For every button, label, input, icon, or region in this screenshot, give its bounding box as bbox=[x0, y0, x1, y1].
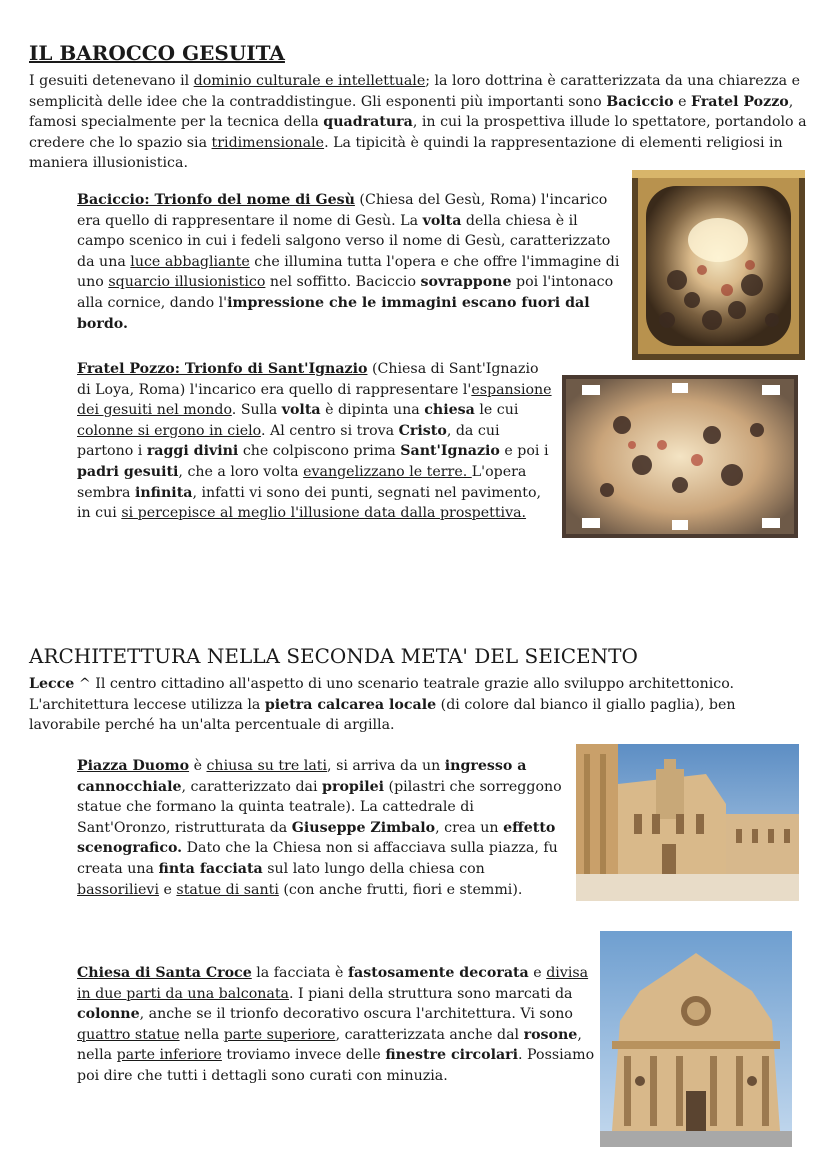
text-run: finestre circolari bbox=[385, 1047, 519, 1064]
text-run: e bbox=[528, 965, 547, 981]
text-run: padri gesuiti bbox=[77, 463, 179, 480]
text-run: sul lato lungo della chiesa con bbox=[262, 860, 485, 877]
text-run: divisa in due parti da una balconata bbox=[77, 965, 589, 1002]
text-run: , caratterizzata anche dal bbox=[335, 1026, 524, 1043]
text-run: poi l'intonaco alla cornice, dando l' bbox=[77, 274, 614, 311]
text-run: volta bbox=[422, 212, 462, 229]
text-run: propilei bbox=[322, 778, 385, 795]
text-run: , famosi specialmente per la tecnica della bbox=[29, 93, 794, 131]
text-run: ; la loro dottrina è caratterizzata da una chiarezza e semplicità delle idee che la contraddistingue. Gli esponenti più importanti sono bbox=[29, 73, 801, 110]
text-run: e bbox=[673, 93, 691, 110]
text-run: volta bbox=[281, 402, 321, 419]
text-run: Lecce bbox=[29, 676, 75, 692]
text-run: nel soffitto. Baciccio bbox=[265, 274, 421, 291]
text-run: colonne si ergono in cielo bbox=[77, 422, 261, 439]
text-run: Dato che la Chiesa non si affacciava sulla piazza, fu creata una bbox=[77, 840, 558, 877]
intro-paragraph-lecce bbox=[29, 674, 807, 736]
text-run: . Possiamo poi dire che tutti i dettagli sono curati con minuzia. bbox=[77, 1047, 595, 1084]
text-run: espansione dei gesuiti nel mondo bbox=[77, 381, 552, 419]
text-run: , caratterizzato dai bbox=[181, 778, 323, 795]
text-run: è dipinta una bbox=[320, 402, 425, 419]
text-run: effetto scenografico. bbox=[77, 819, 556, 857]
text-run: Baciccio bbox=[606, 93, 674, 110]
section-title-barocco-gesuita: IL BAROCCO GESUITA bbox=[29, 41, 285, 65]
paragraph-santa-croce bbox=[77, 963, 597, 1087]
text-run: e poi i bbox=[499, 443, 549, 460]
text-run: chiusa su tre lati bbox=[206, 758, 328, 774]
text-run: si percepisce al meglio l'illusione data dalla prospettiva. bbox=[121, 505, 527, 522]
text-run: della chiesa è il campo scenico in cui i fedeli salgono verso il nome di Gesù, caratterizzato da una bbox=[77, 212, 611, 270]
text-run: che colpiscono prima bbox=[238, 443, 401, 460]
text-run: (di colore dal bianco il giallo paglia), ben lavorabile perché ha un'alta percentuale di argilla. bbox=[29, 696, 736, 734]
text-run: sovrappone bbox=[420, 274, 512, 291]
text-run: . I piani della struttura sono marcati da bbox=[289, 985, 573, 1002]
text-run: chiesa bbox=[424, 402, 475, 419]
text-run: Fratel Pozzo: Trionfo di Sant'Ignazio bbox=[77, 361, 368, 377]
text-run: le cui bbox=[474, 402, 519, 419]
text-run: finta facciata bbox=[158, 860, 263, 877]
text-run: . Sulla bbox=[231, 402, 282, 419]
text-run: Fratel Pozzo bbox=[691, 93, 789, 110]
image-pozzo-ceiling bbox=[562, 375, 798, 538]
text-run: parte inferiore bbox=[116, 1047, 222, 1064]
text-run: fastosamente decorata bbox=[347, 965, 529, 981]
text-run: è bbox=[189, 758, 207, 774]
text-run: statue di santi bbox=[176, 881, 279, 898]
text-run: ^ Il centro cittadino all'aspetto di uno scenario teatrale grazie allo sviluppo architettonico. L'architettura leccese utilizza la bbox=[29, 676, 735, 713]
text-run: tridimensionale bbox=[211, 134, 325, 151]
text-run: quadratura bbox=[323, 114, 413, 131]
text-run: Sant'Ignazio bbox=[400, 443, 500, 460]
text-run: , si arriva da un bbox=[327, 758, 445, 774]
text-run: , che a loro volta bbox=[178, 463, 304, 480]
text-run: che illumina tutta l'opera e che offre l'immagine di uno bbox=[77, 253, 620, 291]
text-run: raggi divini bbox=[146, 443, 239, 460]
text-run: luce abbagliante bbox=[130, 253, 250, 270]
text-run: impressione che le immagini escano fuori dal bordo. bbox=[77, 294, 590, 332]
text-run: colonne bbox=[77, 1006, 140, 1023]
text-run: (con anche frutti, fiori e stemmi). bbox=[278, 881, 523, 898]
text-run: pietra calcarea locale bbox=[264, 696, 437, 713]
image-piazza-duomo bbox=[576, 744, 799, 901]
text-run: rosone bbox=[523, 1026, 578, 1043]
text-run: infinita bbox=[134, 484, 193, 501]
text-run: (Chiesa di Sant'Ignazio di Loya, Roma) l'incarico era quello di rappresentare l' bbox=[77, 361, 539, 398]
text-run: bassorilievi bbox=[77, 881, 159, 898]
text-run: , nella bbox=[77, 1026, 582, 1064]
paragraph-baciccio bbox=[77, 190, 627, 334]
text-run: Baciccio: Trionfo del nome di Gesù bbox=[77, 192, 355, 208]
paragraph-pozzo bbox=[77, 359, 555, 524]
text-run: , da cui partono i bbox=[77, 422, 500, 460]
text-run: (pilastri che sorreggono statue che formano la quinta teatrale). La cattedrale di Sant'Oronzo, ristrutturata da bbox=[77, 778, 562, 836]
text-run: , infatti vi sono dei punti, segnati nel pavimento, in cui bbox=[77, 484, 542, 522]
paragraph-piazza-duomo bbox=[77, 756, 571, 900]
text-run: squarcio illusionistico bbox=[108, 274, 266, 291]
text-run: evangelizzano le terre. bbox=[303, 463, 472, 480]
text-run: nella bbox=[179, 1026, 224, 1043]
text-run: . La tipicità è quindi la rappresentazione di elementi religiosi in maniera illusionistica. bbox=[29, 134, 783, 172]
text-run: ingresso a cannocchiale bbox=[77, 758, 527, 795]
image-santa-croce bbox=[600, 931, 792, 1147]
text-run: , anche se il trionfo decorativo oscura l'architettura. Vi sono bbox=[139, 1006, 573, 1023]
text-run: L'opera sembra bbox=[77, 463, 527, 501]
text-run: (Chiesa del Gesù, Roma) l'incarico era quello di rappresentare il nome di Gesù. La bbox=[77, 192, 608, 229]
section-title-architettura: ARCHITETTURA NELLA SECONDA META' DEL SEICENTO bbox=[29, 644, 638, 668]
image-baciccio-ceiling bbox=[632, 170, 805, 360]
text-run: e bbox=[159, 881, 177, 898]
text-run: Chiesa di Santa Croce bbox=[77, 965, 252, 981]
intro-paragraph-gesuiti bbox=[29, 71, 807, 174]
text-run: Cristo bbox=[398, 422, 447, 439]
text-run: . Al centro si trova bbox=[260, 422, 399, 439]
text-run: troviamo invece delle bbox=[221, 1047, 386, 1064]
text-run: I gesuiti detenevano il bbox=[29, 73, 194, 89]
text-run: , in cui la prospettiva illude lo spettatore, portandolo a credere che lo spazio sia bbox=[29, 114, 807, 151]
text-run: dominio culturale e intellettuale bbox=[193, 73, 426, 89]
text-run: parte superiore bbox=[223, 1026, 336, 1043]
text-run: la facciata è bbox=[251, 965, 348, 981]
text-run: quattro statue bbox=[77, 1026, 180, 1043]
text-run: Giuseppe Zimbalo bbox=[291, 819, 436, 836]
text-run: Piazza Duomo bbox=[77, 758, 190, 774]
text-run: , crea un bbox=[435, 819, 504, 836]
